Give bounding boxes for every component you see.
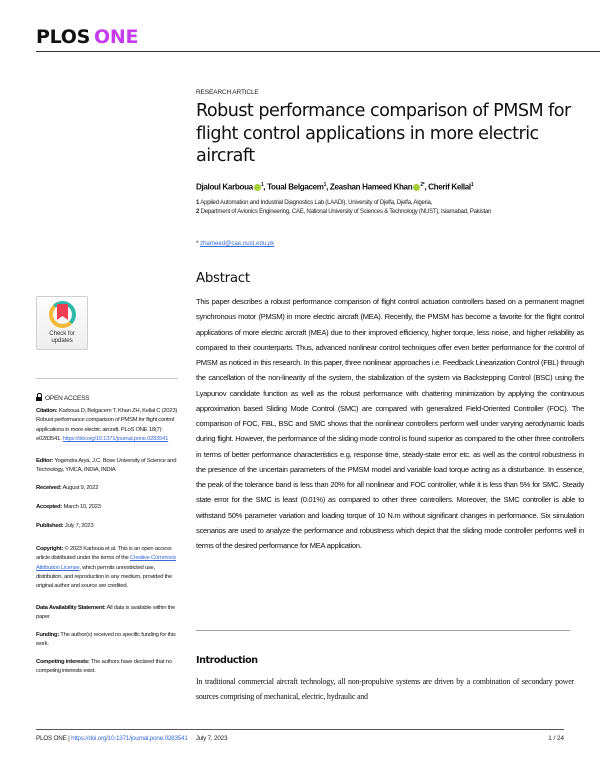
author-list: Djaloul Karboua $^1$, Toual Belgacem$^1$, Zeashan Hameed Khan $^{2*}$, Cherif Kellal$^1$	[196, 182, 474, 192]
introduction-text: In traditional commercial aircraft technology, all non-propulsive systems are driven by a combination of secondary power sources comprising of mechanical, electric, hydraulic and	[196, 677, 574, 702]
copyright-block	[36, 545, 181, 591]
footer-doi-link[interactable]: https://doi.org/10.1371/journal.pone.0283541	[71, 735, 188, 742]
author-name[interactable]: Cherif Kellal	[428, 182, 471, 192]
author-affil-sup: 1	[470, 182, 474, 188]
open-lock-icon	[36, 393, 42, 401]
competing-interests-block	[36, 658, 181, 677]
author-affil-sup: 2*	[420, 182, 425, 188]
citation-doi-link[interactable]: https://doi.org/10.1371/journal.pone.0283541	[62, 435, 169, 442]
received-block	[36, 484, 181, 493]
citation-label: Citation:	[36, 408, 58, 414]
copyright-text-end: , which permits unrestricted use, distribution, and reproduction in any medium, provided the original author and source are credited.	[36, 564, 172, 590]
competing-interests-text: The authors have declared that no competing interests exist.	[36, 659, 172, 675]
author-affil-sup: 1	[323, 182, 327, 188]
abstract-heading: Abstract	[196, 271, 250, 286]
data-availability-block	[36, 604, 181, 623]
corresponding-email-link[interactable]: zhameed@cae.nust.edu.pk	[200, 240, 275, 247]
copyright-text: © 2023 Karboua et al. This is an open access article distributed under the terms of the	[36, 546, 172, 562]
published-date: July 7, 2023	[64, 523, 94, 529]
received-label: Received:	[36, 485, 62, 491]
accepted-label: Accepted:	[36, 504, 63, 510]
article-type: RESEARCH ARTICLE	[196, 89, 259, 96]
author-name[interactable]: Djaloul Karboua	[196, 182, 253, 192]
funding-label: Funding:	[36, 632, 60, 638]
footer-divider	[36, 729, 564, 730]
published-block	[36, 522, 181, 531]
accepted-date: March 10, 2023	[63, 504, 101, 510]
sidebar-divider	[36, 378, 178, 379]
journal-logo-plos: PLOS	[36, 26, 90, 48]
funding-block	[36, 631, 181, 650]
check-for-updates-button[interactable]	[36, 296, 88, 350]
footer-journal: PLOS ONE |	[36, 735, 72, 742]
orcid-icon[interactable]	[254, 182, 264, 191]
introduction-heading: Introduction	[196, 655, 258, 666]
affiliation-number: 1	[196, 199, 200, 206]
editor-text: Yogendra Arya, J.C. Bose University of Science and Technology, YMCA, INDIA, INDIA	[36, 458, 177, 474]
affiliations	[196, 198, 591, 216]
copyright-label: Copyright:	[36, 546, 64, 552]
journal-logo-one: ONE	[94, 26, 139, 48]
author-name[interactable]: Toual Belgacem	[267, 182, 324, 192]
author-name[interactable]: Zeashan Hameed Khan	[329, 182, 413, 192]
affiliation-item	[196, 198, 591, 207]
author-affil-sup: 1	[260, 182, 264, 188]
affiliation-text: Applied Automation and Industrial Diagnostics Lab (LAADI), University of Djelfa, Djelfa, Algeria,	[200, 199, 433, 206]
open-access-text: OPEN ACCESS	[45, 395, 90, 402]
corresponding-marker: *	[196, 240, 199, 247]
check-updates-label	[37, 330, 87, 344]
corresponding-author	[196, 240, 274, 247]
page-footer	[36, 735, 227, 742]
editor-label: Editor:	[36, 458, 54, 464]
article-title: Robust performance comparison of PMSM for flight control applications in more electric aircraft	[196, 101, 571, 166]
funding-text: The author(s) received no specific funding for this work.	[36, 632, 176, 648]
journal-logo	[36, 26, 138, 48]
citation-text: Karboua D, Belgacem T, Khan ZH, Kellal C (2023) Robust performance comparison of PMSM for flight control applications in more electric aircraft. PLoS ONE 18(7): e0283541.	[36, 408, 178, 442]
competing-interests-label: Competing interests:	[36, 659, 90, 665]
accepted-block	[36, 503, 181, 512]
data-availability-label: Data Availability Statement:	[36, 605, 106, 611]
abstract-divider	[196, 630, 570, 631]
check-updates-line1: Check for	[49, 330, 75, 337]
creative-commons-link[interactable]: Creative Commons Attribution License	[36, 555, 176, 571]
data-availability-text: All data is available within the paper.	[36, 605, 175, 621]
abstract-text: This paper describes a robust performance comparison of flight control actuation controllers based on a permanent magnet synchronous motor (PMSM) in more electric aircraft (MEA). Recently, the PMSM has become a favorite for the flight control applications of more electric aircraft (MEA) due to their improved efficiency, higher torque, less noise, and higher reliability as compared to their counterparts. Thus, advanced nonlinear control techniques offer even better performance for the control of PMSM as noticed in this research. In this paper, three nonlinear approaches i.e. Feedback Linearization Control (FBL) through the cancellation of the non-linearity of the system, the stabilization of the system via Backstepping Control (BSC) using the Lyapunov candidate function as well as the robust performance with chattering minimization by applying the continuous approximation based Sliding Mode Control (SMC) are compared with generalized Field-Oriented Controller (FOC). The comparison of FOC, FBL, BSC and SMC shows that the nonlinear controllers perform well under varying aerodynamic loads during flight. However, the performance of the sliding mode control is found superior as compared to the other three controllers in terms of better performance characteristics e.g. response time, steady-state error etc. as well as the control robustness in the presence of the uncertain parameters of the PMSM model and variable load torque acting as a disturbance. In essence, the peak of the tolerance band is less than 20% for all nonlinear and FOC controller, while it is less than 5% for SMC. Steady state error for the SMC is least (0.01%) as compared to other three controllers. Moreover, the SMC controller is able to withstand 50% parameter variation and loading torque of 10 N.m without significant changes in performance. Six simulation scenarios are used to analyze the performance and robustness which depict that the sliding mode controller performs well in terms of the desired performance for MEA application.	[196, 297, 584, 550]
footer-date: July 7, 2023	[195, 735, 228, 742]
affiliation-item	[196, 207, 591, 216]
header-divider	[36, 51, 600, 52]
affiliation-text: Department of Avionics Engineering, CAE, National University of Sciences & Technology (NUST), Islamabad, Pakistan	[200, 208, 492, 216]
received-date: August 9, 2022	[62, 485, 99, 491]
published-label: Published:	[36, 523, 64, 529]
open-access-label	[36, 393, 89, 402]
citation-block	[36, 407, 181, 444]
affiliation-number: 2	[196, 208, 200, 216]
page-number: 1 / 24	[548, 735, 564, 742]
check-updates-line2: updates	[51, 337, 73, 344]
editor-block	[36, 457, 181, 476]
